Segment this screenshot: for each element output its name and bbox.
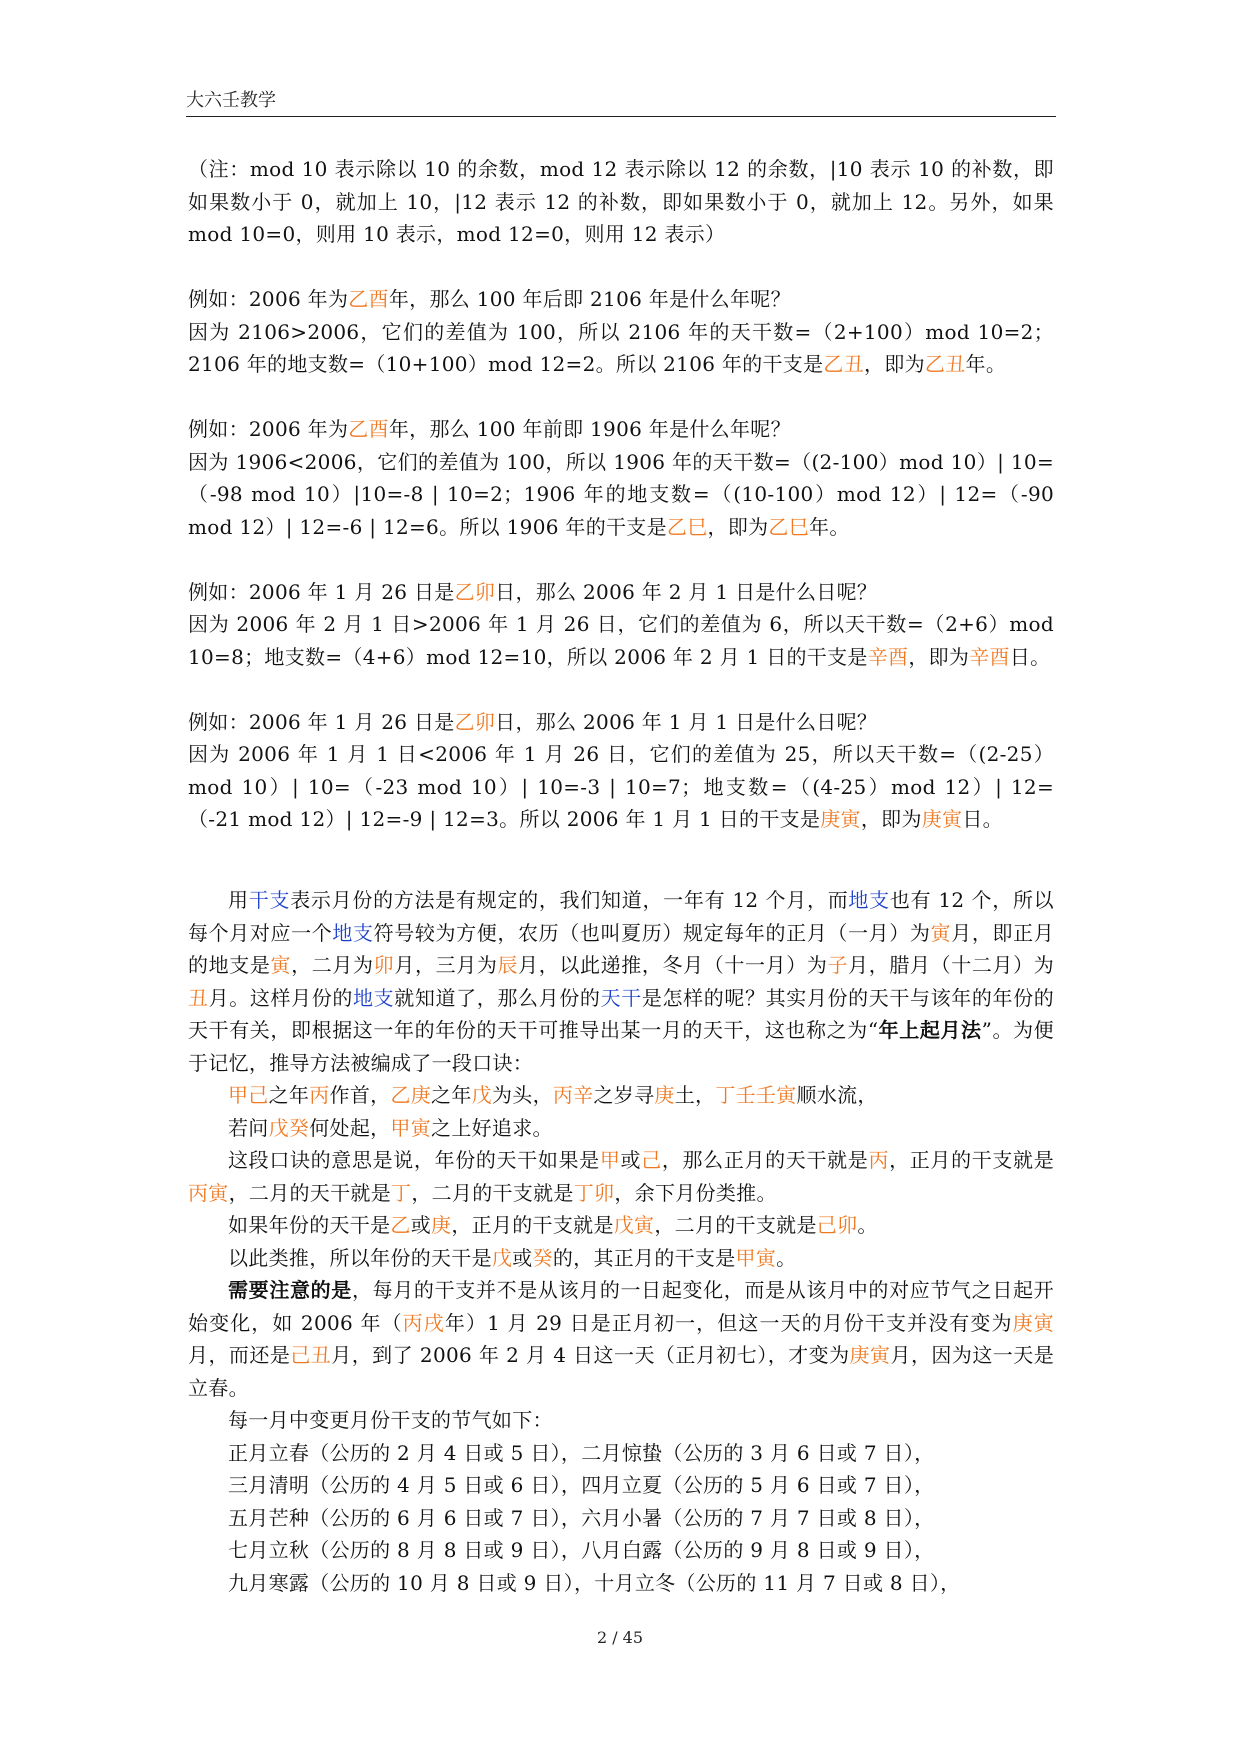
ganzhi-term: 子 [827, 953, 849, 977]
month-paragraph-2: 这段口诀的意思是说，年份的天干如果是甲或己，那么正月的天干就是丙，正月的干支就是丙寅，二月的天干就是丁，二月的干支就是丁卯，余下月份类推。 [188, 1148, 1055, 1205]
month-paragraph-5: 需要注意的是，每月的干支并不是从该月的一日起变化，而是从该月中的对应节气之日起开始变化，如 2006 年（丙戌年）1 月 29 日是正月初一，但这一天的月份干支并没有变为庚寅月，而还是己丑月，到了 2006 年 2 月 4 日这一天（正月初七），才变为庚寅月，因为这一天是立春。 [188, 1278, 1055, 1400]
example-3-answer: 因为 2006 年 2 月 1 日>2006 年 1 月 26 日，它们的差值为 6，所以天干数=（2+6）mod 10=8；地支数=（4+6）mod 12=10，所以 2006 年 2 月 1 日的干支是辛酉，即为辛酉日。 [188, 612, 1054, 669]
dizhi-term: 地支 [848, 888, 890, 912]
dizhi-term: 地支 [332, 920, 374, 945]
month-paragraph-1: 用干支表示月份的方法是有规定的，我们知道，一年有 12 个月，而地支也有 12 个，所以每个月对应一个地支符号较为方便，农历（也叫夏历）规定每年的正月（一月）为寅月，即正月的地支是寅，二月为卯月，三月为辰月，以此递推，冬月（十一月）为子月，腊月（十二月）为丑月。这样月份的地支就知道了，那么月份的天干是怎样的呢？其实月份的天干与该年的年份的天干有关，即根据这一年的年份的天干可推导出某一月的天干，这也称之为“年上起月法”。为便于记忆，推导方法被编成了一段口诀： [188, 888, 1055, 1075]
dizhi-term: 干支 [248, 888, 291, 912]
ganzhi-term: 乙酉 [348, 417, 389, 441]
dizhi-term: 天干 [600, 985, 642, 1010]
ganzhi-term: 辛酉 [867, 644, 909, 669]
verse-line-1: 甲己之年丙作首，乙庚之年戊为头，丙辛之岁寻庚土，丁壬壬寅顺水流， [228, 1083, 878, 1107]
month-paragraph-3: 如果年份的天干是乙或庚，正月的干支就是戊寅，二月的干支就是己卯。 [228, 1213, 878, 1237]
ganzhi-term: 寅 [930, 920, 952, 945]
page-header [186, 86, 1056, 117]
ganzhi-term: 辛酉 [969, 644, 1010, 669]
ganzhi-term: 寅 [270, 953, 292, 977]
verse-line-2: 若问戊癸何处起，甲寅之上好追求。 [228, 1115, 553, 1140]
ganzhi-term: 乙巳 [768, 514, 810, 539]
solar-term-line: 五月芒种（公历的 6 月 6 日或 7 日），六月小暑（公历的 7 月 7 日或 8 日）， [228, 1505, 935, 1530]
note-paragraph [188, 153, 1054, 251]
example-2-answer: 因为 1906<2006，它们的差值为 100，所以 1906 年的天干数=（(2-100）mod 10）| 10=（-98 mod 10）|10=-8 | 10=2；1906 年的地支数=（(10-100）mod 12）| 12=（-90 mod 12）| 12=-6 | 12=6。所以 1906 年的干支是乙巳，即为乙巳年。 [188, 449, 1054, 539]
ganzhi-term: 乙卯 [454, 579, 496, 604]
ganzhi-term: 乙酉 [348, 287, 389, 311]
ganzhi-term: 卯 [373, 953, 395, 977]
example-4-answer: 因为 2006 年 1 月 1 日<2006 年 1 月 26 日，它们的差值为 25，所以天干数=（(2-25）mod 10）| 10=（-23 mod 10）| 10=-3 | 10=7；地支数=（(4-25）mod 12）| 12=（-21 mod 12）| 12=-9 | 12=3。所以 2006 年 1 月 1 日的干支是庚寅，即为庚寅日。 [188, 742, 1054, 831]
example-1-answer: 因为 2106>2006，它们的差值为 100，所以 2106 年的天干数=（2+100）mod 10=2；2106 年的地支数=（10+100）mod 12=2。所以 2106 年的干支是乙丑，即为乙丑年。 [188, 319, 1054, 376]
solar-term-line: 九月寒露（公历的 10 月 8 日或 9 日），十月立冬（公历的 11 月 7 日或 8 日）， [228, 1570, 961, 1595]
ganzhi-term: 辰 [497, 953, 519, 977]
solar-term-line: 三月清明（公历的 4 月 5 日或 6 日），四月立夏（公历的 5 月 6 日或 7 日）， [228, 1473, 935, 1497]
solar-term-line: 七月立秋（公历的 8 月 8 日或 9 日），八月白露（公历的 9 月 8 日或 9 日）， [228, 1538, 935, 1562]
note-text: （注：mod 10 表示除以 10 的余数，mod 12 表示除以 12 的余数，|10 表示 10 的补数，即如果数小于 0，就加上 10，|12 表示 12 的补数，即如果数小于 0，就加上 12。另外，如果 mod 10=0，则用 10 表示，mod 12=0，则用 12 表示） [188, 157, 1054, 246]
example-1-question: 例如：2006 年为乙酉年，那么 100 年后即 2106 年是什么年呢？ [188, 287, 791, 311]
ganzhi-term: 庚寅 [820, 807, 861, 831]
ganzhi-term: 乙巳 [666, 514, 708, 539]
ganzhi-term: 乙丑 [924, 352, 966, 376]
ganzhi-term: 丑 [188, 985, 209, 1010]
solar-terms-intro: 每一月中变更月份干支的节气如下： [228, 1408, 553, 1432]
solar-term-line: 正月立春（公历的 2 月 4 日或 5 日），二月惊蛰（公历的 3 月 6 日或 7 日）， [228, 1440, 935, 1465]
document-body [188, 153, 1054, 1599]
example-3-question: 例如：2006 年 1 月 26 日是乙卯日，那么 2006 年 2 月 1 日是什么日呢？ [188, 579, 878, 604]
ganzhi-term: 乙丑 [823, 352, 865, 376]
month-paragraph-4: 以此类推，所以年份的天干是戊或癸的，其正月的干支是甲寅。 [228, 1245, 797, 1270]
ganzhi-term: 庚寅 [921, 807, 963, 831]
bold-term: 需要注意的是 [228, 1278, 352, 1302]
page-number: 2 / 45 [596, 1628, 644, 1647]
dizhi-term: 地支 [353, 985, 395, 1010]
document-title: 大六壬教学 [186, 90, 276, 111]
bold-term: 年上起月法 [878, 1018, 982, 1042]
example-4-question: 例如：2006 年 1 月 26 日是乙卯日，那么 2006 年 1 月 1 日是什么日呢？ [188, 709, 878, 734]
example-2-question: 例如：2006 年为乙酉年，那么 100 年前即 1906 年是什么年呢？ [188, 417, 791, 441]
ganzhi-term: 乙卯 [454, 709, 496, 734]
